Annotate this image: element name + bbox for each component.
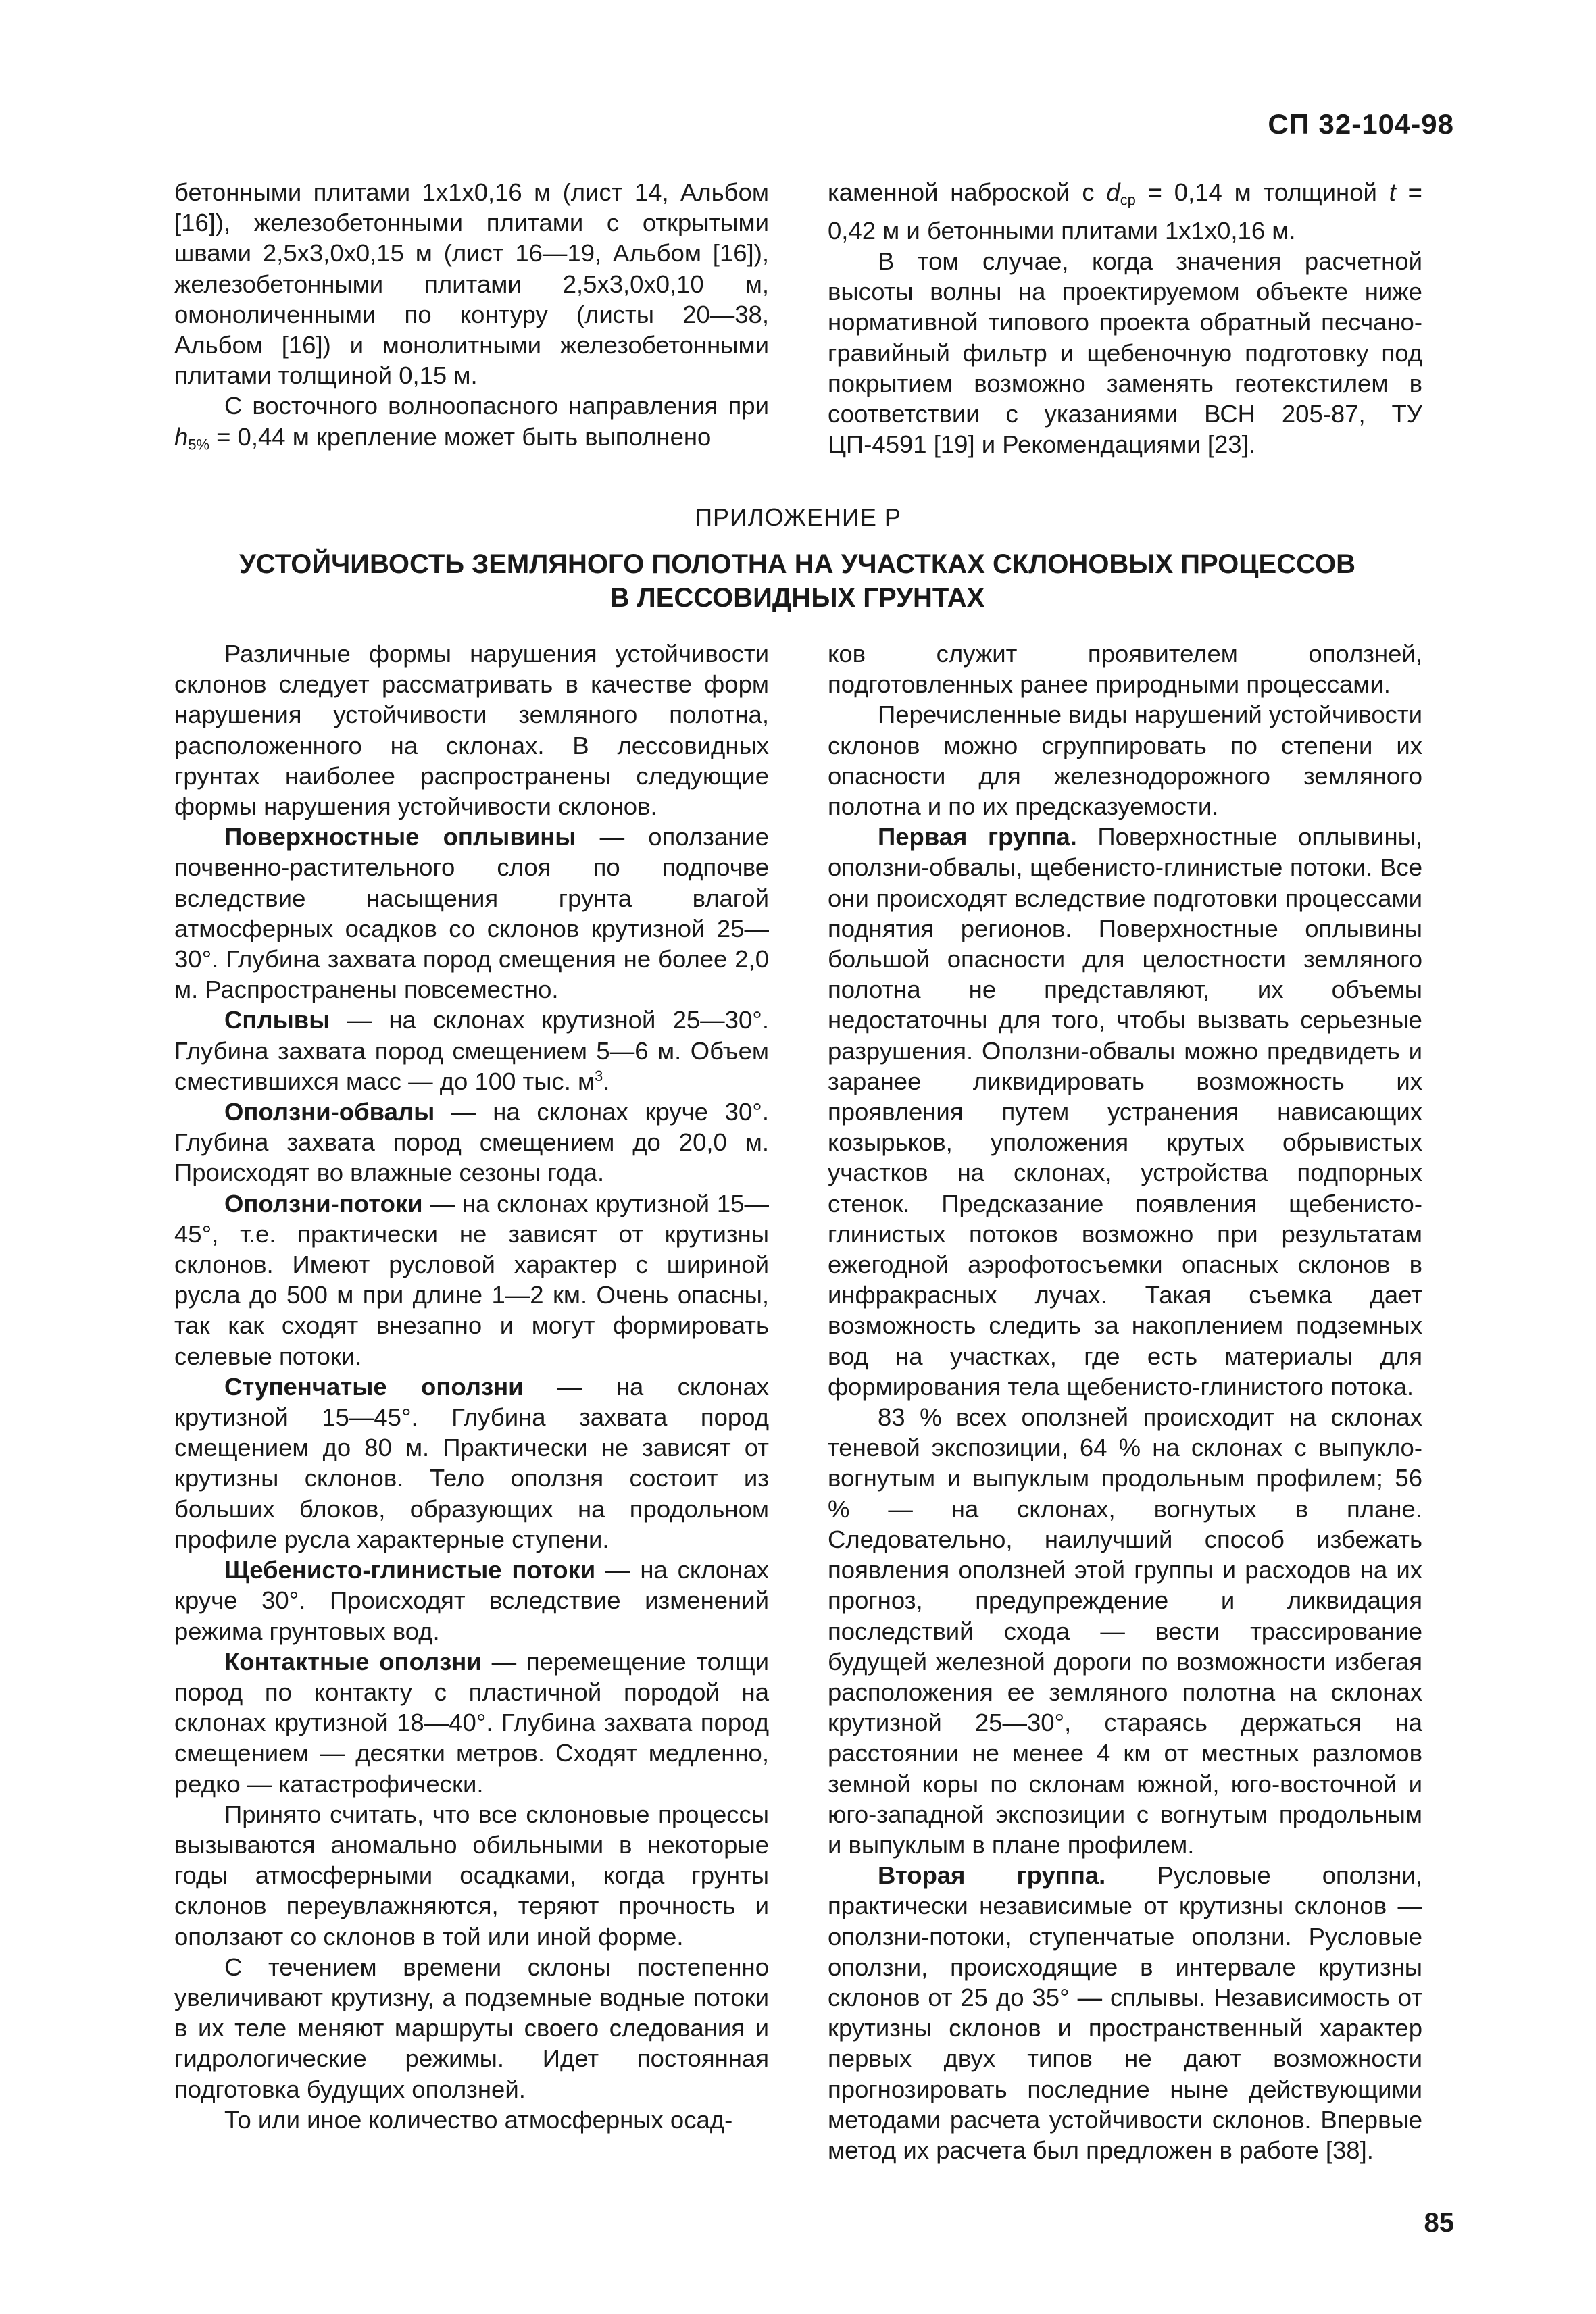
term: Оползни-потоки	[224, 1189, 423, 1217]
paragraph: бетонными плитами 1х1х0,16 м (лист 14, Альбом [16]), железобетонными плитами с открытыми швами 2,5х3,0х0,15 м (лист 16—19, Альбом [16]), железобетонными плитами 2,5х3,0х0,10 м, омоноличенными по контуру (листы 20—38, Альбом [16]) и монолитными железобетонными плитами толщиной 0,15 м.	[174, 178, 769, 390]
symbol-h: h	[174, 422, 189, 451]
paragraph: С восточного волноопасного направления при $h_{5\%} = 0,44$ м крепление может быть выполнено	[174, 392, 769, 453]
heading-line-1: УСТОЙЧИВОСТЬ ЗЕМЛЯНОГО ПОЛОТНА НА УЧАСТКАХ СКЛОНОВЫХ ПРОЦЕССОВ	[239, 549, 1355, 579]
paragraph: 83 % всех оползней происходит на склонах теневой экспозиции, 64 % на склонах с выпукло-вогнутым и выпуклым продольным профилем; 56 % — на склонах, вогнутых в плане. Следовательно, наилучший способ избежать появления оползней этой группы и расходов на их прогноз, предупреждение и ликвидация последствий схода — вести трассирование будущей железной дороги по возможности избегая расположения ее земляного полотна на склонах крутизной 25—30°, стараясь держаться на расстоянии не менее 4 км от местных разломов земной коры по склонам южной, юго-восточной и юго-западной экспозиции с вогнутым продольным и выпуклым в плане профилем.	[828, 1403, 1422, 1859]
paragraph: Принято считать, что все склоновые процессы вызываются аномально обильными в некоторые годы атмосферными осадками, когда грунты склонов переувлажняются, теряют прочность и оползают со склонов в той или иной форме.	[174, 1800, 769, 1951]
term: Ступенчатые оползни	[224, 1372, 524, 1401]
heading-line-2: В ЛЕССОВИДНЫХ ГРУНТАХ	[609, 583, 985, 613]
paragraph: Ступенчатые оползни — на склонах крутизной 15—45°. Глубина захвата пород смещением до 80 м. Практически не зависят от крутизны склонов. Тело оползня состоит из больших блоков, образующих на продольном профиле русла характерные ступени.	[174, 1372, 769, 1553]
term: Контактные оползни	[224, 1647, 482, 1676]
paragraph: То или иное количество атмосферных осад-	[224, 2105, 733, 2134]
symbol-d: d	[1106, 178, 1120, 206]
paragraph: каменной наброской с $d_{ср} = 0,14$ м толщиной t = 0,42 м и бетонными плитами 1х1х0,16 м.	[828, 178, 1422, 245]
paragraph: Вторая группа. Русловые оползни, практически независимые от крутизны склонов — оползни-потоки, ступенчатые оползни. Русловые оползни, происходящие в интервале крутизны склонов от 25 до 35° — сплывы. Независимость от крутизны склонов и пространственный характер первых двух типов не дают возможности прогнозировать последние ныне действующими методами расчета устойчивости склонов. Впервые метод их расчета был предложен в работе [38].	[828, 1861, 1422, 2164]
right-column	[828, 638, 1422, 2165]
top-right-column	[828, 177, 1422, 459]
document-code: СП 32-104-98	[1268, 108, 1454, 140]
paragraph: Различные формы нарушения устойчивости склонов следует рассматривать в качестве форм нарушения устойчивости земляного полотна, расположенного на склонах. В лессовидных грунтах наиболее распространены следующие формы нарушения устойчивости склонов.	[174, 640, 769, 821]
section-heading	[176, 547, 1419, 615]
paragraph: В том случае, когда значения расчетной высоты волны на проектируемом объекте ниже нормативной типового проекта обратный песчано-гравийный фильтр и щебеночную подготовку под покрытием возможно заменять геотекстилем в соответствии с указаниями ВСН 205-87, ТУ ЦП-4591 [19] и Рекомендациями [23].	[828, 247, 1422, 459]
term: Сплывы	[224, 1006, 330, 1034]
paragraph: Сплывы — на склонах крутизной 25—30°. Глубина захвата пород смещением 5—6 м. Объем сместившихся масс — до 100 тыс. $м^3$.	[174, 1006, 769, 1095]
term: Щебенисто-глинистые потоки	[224, 1556, 596, 1584]
paragraph: Щебенисто-глинистые потоки — на склонах круче 30°. Происходят вследствие изменений режима грунтовых вод.	[174, 1556, 769, 1645]
appendix-label: ПРИЛОЖЕНИЕ Р	[695, 503, 901, 531]
paragraph: С течением времени склоны постепенно увеличивают крутизну, а подземные водные потоки в их теле меняют маршруты своего следования и гидрологические режимы. Идет постоянная подготовка будущих оползней.	[174, 1953, 769, 2103]
page-number: 85	[1424, 2208, 1454, 2238]
term: Поверхностные оплывины	[224, 823, 576, 851]
term: Оползни-обвалы	[224, 1098, 435, 1126]
paragraph: Первая группа. Поверхностные оплывины, оползни-обвалы, щебенисто-глинистые потоки. Все они происходят вследствие подготовки процессами поднятия регионов. Поверхностные оплывины большой опасности для целостности земляного полотна не представляют, их объемы недостаточны для того, чтобы вызвать серьезные разрушения. Оползни-обвалы можно предвидеть и заранее ликвидировать возможность их проявления путем устранения нависающих козырьков, уположения крутых обрывистых участков на склонах, устройства подпорных стенок. Предсказание появления щебенисто-глинистых потоков возможно при результатам ежегодной аэрофотосъемки опасных склонов в инфракрасных лучах. Такая съемка дает возможность следить за накоплением подземных вод на участках, где есть материалы для формирования тела щебенисто-глинистого потока.	[828, 823, 1422, 1401]
paragraph: Контактные оползни — перемещение толщи пород по контакту с пластичной породой на склонах крутизной 18—40°. Глубина захвата пород смещением — десятки метров. Сходят медленно, редко — катастрофически.	[174, 1647, 769, 1798]
term: Вторая группа.	[878, 1861, 1106, 1890]
left-column	[174, 638, 769, 2135]
paragraph: Перечисленные виды нарушений устойчивости склонов можно сгруппировать по степени их опасности для железнодорожного земляного полотна и по их предсказуемости.	[828, 701, 1422, 821]
top-left-column	[174, 177, 769, 459]
term: Первая группа.	[878, 823, 1077, 851]
paragraph: Поверхностные оплывины — оползание почвенно-растительного слоя по подпочве вследствие насыщения грунта влагой атмосферных осадков со склонов крутизной 25—30°. Глубина захвата пород смещения не более 2,0 м. Распространены повсеместно.	[174, 823, 769, 1004]
paragraph: ков служит проявителем оползней, подготовленных ранее природными процессами.	[828, 640, 1422, 699]
paragraph: Оползни-потоки — на склонах крутизной 15—45°, т.е. практически не зависят от крутизны склонов. Имеют русловой характер с шириной русла до 500 м при длине 1—2 км. Очень опасны, так как сходят внезапно и могут формировать селевые потоки.	[174, 1189, 769, 1370]
symbol-t: t	[1389, 178, 1396, 206]
paragraph: Оползни-обвалы — на склонах круче 30°. Глубина захвата пород смещением до 20,0 м. Происходят во влажные сезоны года.	[174, 1098, 769, 1187]
